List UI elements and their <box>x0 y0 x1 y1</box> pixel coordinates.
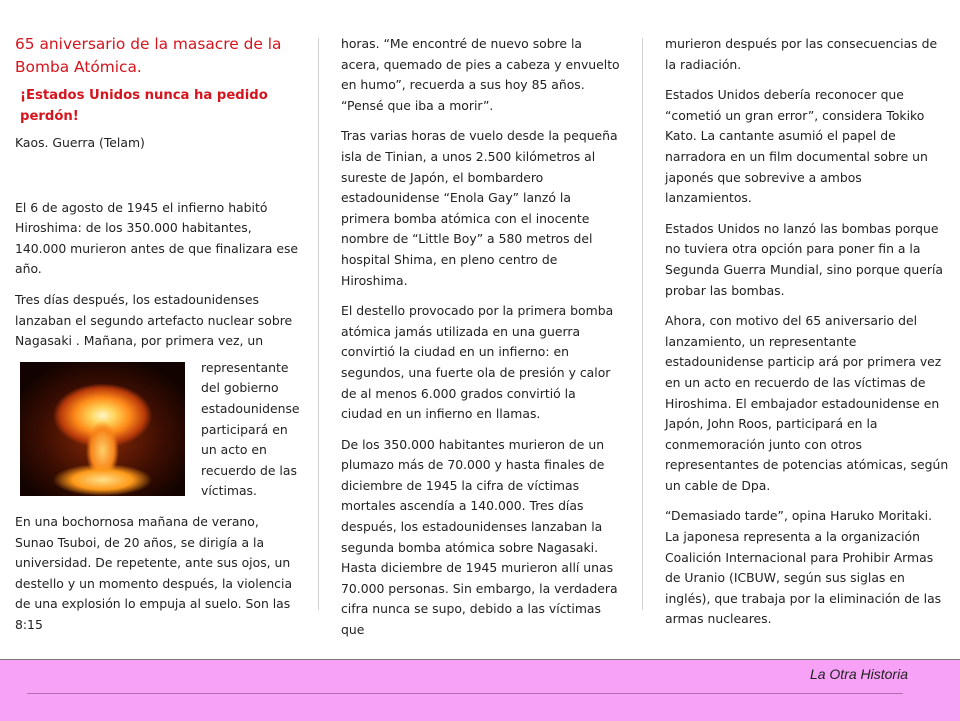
article-title: 65 aniversario de la masacre de la Bomba Atómica. <box>15 35 282 76</box>
paragraph: Tras varias horas de vuelo desde la pequeña isla de Tinian, a unos 2.500 kilómetros al sureste de Japón, el bombardero estadounidense “Enola Gay” lanzó la primera bomba atómica con el inocente nombre de “Little Boy” a 580 metros del hospital Shima, en pleno centro de Hiroshima. <box>341 128 618 288</box>
paragraph: murieron después por las consecuencias de la radiación. <box>665 36 938 72</box>
paragraph: representante del gobierno estadounidense participará en un acto en recuerdo de las víctimas. <box>201 359 300 499</box>
paragraph: Estados Unidos debería reconocer que “cometió un gran error”, considera Tokiko Kato. La cantante asumió el papel de narradora en un film documental sobre un japonés que sobrevive a ambos lanzamientos. <box>665 87 928 206</box>
article-subtitle: ¡Estados Unidos nunca ha pedido perdón! <box>20 88 268 124</box>
footer-bar <box>0 659 960 721</box>
paragraph: En una bochornosa mañana de verano, Sunao Tsuboi, de 20 años, se dirigía a la universidad. De repetente, ante sus ojos, un destello y un momento después, la violencia de una explosión lo empuja al suelo. Son las 8:15 <box>15 513 293 632</box>
footer-divider <box>27 693 903 694</box>
column-divider <box>642 38 643 610</box>
article-column-1 <box>15 0 300 658</box>
paragraph: Estados Unidos no lanzó las bombas porque no tuviera otra opción para poner fin a la Segunda Guerra Mundial, sino porque quería probar las bombas. <box>665 220 943 298</box>
paragraph: Tres días después, los estadounidenses lanzaban el segundo artefacto nuclear sobre Nagasaki . Mañana, por primera vez, un <box>15 291 293 349</box>
image-text-block <box>15 358 300 502</box>
paragraph: horas. “Me encontré de nuevo sobre la acera, quemado de pies a cabeza y envuelto en humo”, recuerda a sus hoy 85 años. “Pensé que iba a morir”. <box>341 36 620 113</box>
paragraph: “Demasiado tarde”, opina Haruko Moritaki. La japonesa representa a la organización Coalición Internacional para Prohibir Armas de Uranio (ICBUW, según sus siglas en inglés), que trabaja por la eliminación de las armas nucleares. <box>665 508 942 627</box>
paragraph: De los 350.000 habitantes murieron de un plumazo más de 70.000 y hasta finales de diciembre de 1945 la cifra de víctimas mortales ascendía a 140.000. Tres días después, los estadounidenses lanzaban la segunda bomba atómica sobre Nagasaki. Hasta diciembre de 1945 murieron allí unas 70.000 personas. Sin embargo, la verdadera cifra nunca se supo, debido a las víctimas que <box>341 436 618 638</box>
footer-label: La Otra Historia <box>809 666 908 682</box>
paragraph: El destello provocado por la primera bomba atómica jamás utilizada en una guerra convirtió la ciudad en un infierno: en segundos, una fuerte ola de presión y calor de al menos 6.000 grados convirtió la ciudad en un infierno en llamas. <box>341 303 614 422</box>
article-column-2 <box>341 0 621 658</box>
paragraph: El 6 de agosto de 1945 el infierno habitó Hiroshima: de los 350.000 habitantes, 140.000 murieron antes de que finalizara ese año. <box>15 199 299 277</box>
atomic-explosion-image <box>20 362 185 496</box>
column-divider <box>318 38 319 610</box>
article-column-3 <box>665 0 949 658</box>
article-byline: Kaos. Guerra (Telam) <box>15 135 145 150</box>
paragraph: Ahora, con motivo del 65 aniversario del lanzamiento, un representante estadounidense particip ará por primera vez en un acto en recuerdo de las víctimas de Hiroshima. El embajador estadounidense en Japón, John Roos, participará en la conmemoración junto con otros representantes de potencias atómicas, según un cable de Dpa. <box>665 313 949 493</box>
